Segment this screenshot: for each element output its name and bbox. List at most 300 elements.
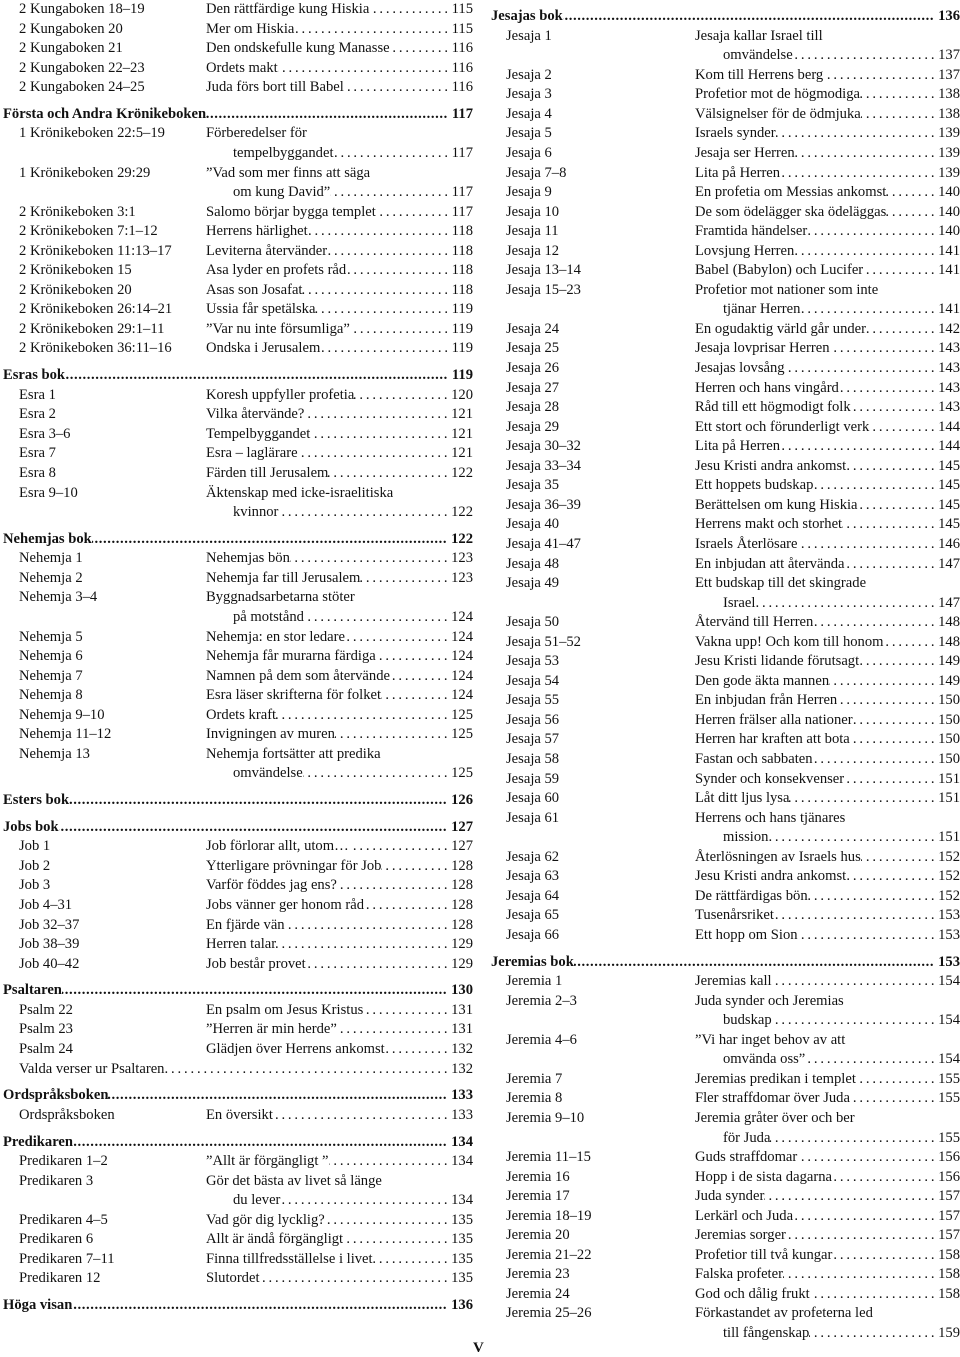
- scripture-reference: Jesaja 30–32: [506, 438, 581, 455]
- entry-line: [206, 59, 473, 79]
- dot-leader: [343, 1230, 447, 1250]
- entry-title: Jobs vänner ger honom råd: [206, 897, 365, 913]
- toc-entry: [491, 379, 960, 399]
- entry-line: [206, 20, 473, 40]
- dot-leader: [273, 1106, 447, 1126]
- dot-leader: [851, 398, 934, 418]
- entry-line: [695, 711, 960, 731]
- page-number: 152: [938, 848, 960, 865]
- entry-line: [723, 1050, 960, 1070]
- entry-title: Lerkärl och Juda: [695, 1207, 794, 1224]
- entry-title: Esra läser skrifterna för folket: [206, 687, 382, 704]
- entry-title: ”Herren är min herde”: [206, 1021, 337, 1038]
- scripture-reference: Esra 9–10: [19, 484, 78, 501]
- entry-title: Jeremia gråter över och ber: [695, 1110, 855, 1126]
- scripture-reference: Job 32–37: [19, 916, 80, 933]
- toc-entry: [3, 857, 473, 877]
- entry-title: Förberedelser för: [206, 125, 307, 142]
- page-number: 119: [451, 320, 473, 337]
- entry-line: [695, 770, 960, 790]
- dot-leader: [772, 972, 935, 992]
- entry-title: Israels Återlösare: [695, 535, 798, 552]
- entry-title: Ussia får spetälska: [206, 301, 316, 318]
- entry-line: [695, 359, 960, 379]
- dot-leader: [278, 503, 447, 523]
- toc-entry: [491, 515, 960, 535]
- entry-line: [206, 164, 473, 184]
- dot-leader: [798, 535, 935, 555]
- section-heading-line: [3, 818, 473, 838]
- toc-entry: [491, 1304, 960, 1343]
- toc-entry: [3, 1250, 473, 1270]
- entry-line: [695, 261, 960, 281]
- page-number: 132: [451, 1041, 473, 1058]
- entry-title: Fler straffdomar över Juda: [695, 1090, 850, 1107]
- scripture-reference: 2 Krönikeboken 36:11–16: [19, 340, 172, 357]
- dot-leader: [290, 549, 447, 569]
- page-number: 120: [451, 386, 473, 403]
- section-heading-title: Jobs bok: [3, 818, 59, 835]
- toc-entry: [491, 1070, 960, 1090]
- page-number: 142: [938, 320, 960, 337]
- entry-line: [695, 1246, 960, 1266]
- entry-line: [695, 730, 960, 750]
- entry-line: [695, 222, 960, 242]
- dot-leader: [805, 1050, 934, 1070]
- entry-title: tjänar Herren: [723, 301, 801, 318]
- dot-leader: [829, 672, 934, 692]
- entry-title: Koresh uppfyller profetia: [206, 386, 355, 403]
- entry-line: [695, 672, 960, 692]
- toc-entry: [491, 339, 960, 359]
- page-number: 133: [451, 1087, 473, 1104]
- entry-line: [695, 613, 960, 633]
- page-number: 126: [451, 792, 473, 809]
- dot-leader: [385, 1040, 447, 1060]
- dot-leader: [72, 1296, 447, 1316]
- entry-title: Ett stort och förunderligt verk: [695, 418, 870, 435]
- toc-entry: [3, 339, 473, 359]
- entry-line: [695, 633, 960, 653]
- entry-line: [206, 320, 473, 340]
- dot-leader: [164, 1060, 447, 1080]
- dot-leader: [780, 164, 934, 184]
- entry-title: Jeremias sorger: [695, 1227, 786, 1244]
- scripture-reference: Jesaja 24: [506, 320, 560, 337]
- dot-leader: [783, 1265, 934, 1285]
- page-number: 125: [451, 726, 473, 743]
- entry-title: Kom till Herrens berg: [695, 66, 824, 83]
- entry-title: Lita på Herren: [695, 438, 781, 455]
- page-number: 152: [938, 887, 960, 904]
- dot-leader: [304, 405, 447, 425]
- page-number: 122: [451, 504, 473, 521]
- dot-leader: [856, 1070, 934, 1090]
- page-number: 136: [938, 8, 960, 25]
- scripture-reference: Jesaja 63: [506, 868, 560, 885]
- dot-leader: [795, 144, 934, 164]
- section-heading-line: [491, 953, 960, 973]
- entry-title: Job består provet: [206, 955, 306, 972]
- scripture-reference: Predikaren 4–5: [19, 1211, 108, 1228]
- page-number: 135: [451, 1250, 473, 1267]
- entry-line: [695, 1285, 960, 1305]
- entry-title: Vilka återvände?: [206, 406, 305, 423]
- entry-line: [723, 1011, 960, 1031]
- entry-title: omvända oss”: [723, 1051, 806, 1068]
- toc-entry: [3, 281, 473, 301]
- toc-entry: [491, 1226, 960, 1246]
- entry-title: Nehemja får murarna färdiga: [206, 648, 376, 665]
- page-number: 140: [938, 223, 960, 240]
- page-number: 129: [451, 955, 473, 972]
- dot-leader: [774, 906, 934, 926]
- toc-entry: [491, 164, 960, 184]
- toc-entry: [3, 916, 473, 936]
- page-number: 125: [451, 706, 473, 723]
- toc-entry: [3, 896, 473, 916]
- toc-entry: [491, 1168, 960, 1188]
- entry-line: [206, 39, 473, 59]
- scripture-reference: Ordspråksboken: [19, 1106, 115, 1123]
- entry-line: [695, 515, 960, 535]
- page-number: 158: [938, 1266, 960, 1283]
- scripture-reference: Jesaja 33–34: [506, 457, 581, 474]
- page-number: 147: [938, 594, 960, 611]
- scripture-reference: Jeremia 9–10: [506, 1110, 585, 1126]
- page-number: 148: [938, 614, 960, 631]
- dot-leader: [304, 608, 447, 628]
- dot-leader: [776, 124, 934, 144]
- entry-line: [695, 789, 960, 809]
- scripture-reference: Jesaja 58: [506, 750, 560, 767]
- entry-title: Esra – laglärare: [206, 445, 298, 462]
- entry-line: [206, 339, 473, 359]
- scripture-reference: Jeremia 18–19: [506, 1207, 592, 1224]
- toc-entry: [491, 848, 960, 868]
- scripture-reference: Jesaja 61: [506, 809, 560, 826]
- entry-line: [206, 896, 473, 916]
- toc-entry: [491, 457, 960, 477]
- toc-entry: [491, 437, 960, 457]
- toc-entry: [3, 39, 473, 59]
- entry-title: Ondska i Jerusalem: [206, 340, 321, 357]
- entry-title: En ogudaktig värld går under: [695, 320, 867, 337]
- entry-title: Ordets makt: [206, 59, 278, 76]
- page-number: 127: [451, 818, 473, 835]
- toc-section-heading: [3, 791, 473, 811]
- toc-entry: [3, 706, 473, 726]
- entry-line: [206, 1172, 473, 1192]
- entry-title: Tempelbyggandet: [206, 425, 311, 442]
- entry-line: [206, 955, 473, 975]
- entry-line: [723, 1129, 960, 1149]
- dot-leader: [306, 955, 447, 975]
- page-number: 155: [938, 1129, 960, 1146]
- entry-title: En inbjudan från Herren: [695, 692, 838, 709]
- entry-line: [695, 144, 960, 164]
- dot-leader: [869, 418, 934, 438]
- entry-title: Gör det bästa av livet så länge: [206, 1172, 382, 1189]
- toc-entry: [491, 867, 960, 887]
- entry-line: [695, 379, 960, 399]
- entry-title: ”Vi har inget behov av att: [695, 1031, 846, 1048]
- scripture-reference: Jesaja 26: [506, 360, 560, 377]
- page-number: 135: [451, 1270, 473, 1287]
- toc-entry: [491, 124, 960, 144]
- page-number: 134: [451, 1133, 473, 1150]
- scripture-reference: Jesaja 11: [506, 223, 559, 240]
- scripture-reference: Jesaja 57: [506, 731, 560, 748]
- toc-entry: [3, 588, 473, 627]
- toc-entry: [491, 85, 960, 105]
- scripture-reference: Jesaja 4: [506, 105, 552, 122]
- scripture-reference: Jesaja 6: [506, 145, 552, 162]
- page-number: 148: [938, 633, 960, 650]
- dot-leader: [294, 20, 447, 40]
- entry-title: Återvänd till Herren: [695, 614, 814, 631]
- scripture-reference: 2 Kungaboken 24–25: [19, 79, 145, 96]
- entry-line: [695, 992, 960, 1012]
- dot-leader: [809, 1324, 934, 1344]
- toc-entry: [491, 809, 960, 848]
- toc-entry: [3, 686, 473, 706]
- toc-entry: [491, 144, 960, 164]
- entry-line: [206, 464, 473, 484]
- scripture-reference: Nehemja 6: [19, 648, 83, 665]
- entry-title: mission: [723, 829, 769, 846]
- scripture-reference: Jeremia 1: [506, 973, 563, 990]
- scripture-reference: Jeremia 8: [506, 1090, 563, 1107]
- page-number: 138: [938, 86, 960, 103]
- dot-leader: [334, 144, 448, 164]
- entry-title: Äktenskap med icke-israelitiska: [206, 484, 394, 501]
- entry-title: omvändelse: [233, 765, 303, 782]
- entry-line: [695, 281, 960, 301]
- dot-leader: [376, 647, 447, 667]
- page-number: 149: [938, 653, 960, 670]
- entry-line: [695, 1187, 960, 1207]
- scripture-reference: Psalm 23: [19, 1021, 73, 1038]
- page-number: 147: [938, 555, 960, 572]
- page-number: 118: [451, 281, 473, 298]
- scripture-reference: Jesaja 62: [506, 848, 560, 865]
- entry-title: Färden till Jerusalem: [206, 464, 329, 481]
- entry-title: Mer om Hiskia: [206, 20, 295, 37]
- scripture-reference: Predikaren 3: [19, 1172, 94, 1189]
- entry-line: [695, 555, 960, 575]
- page-number: 141: [938, 301, 960, 318]
- page-number: 123: [451, 550, 473, 567]
- toc-entry: [3, 745, 473, 784]
- toc-entry: [3, 647, 473, 667]
- entry-line: [695, 652, 960, 672]
- toc-section-heading: [3, 1296, 473, 1316]
- entry-line: [695, 750, 960, 770]
- entry-title: En profetia om Messias ankomst: [695, 184, 887, 201]
- toc-section-heading: [491, 953, 960, 973]
- entry-line: [206, 1001, 473, 1021]
- toc-entry: [491, 1246, 960, 1266]
- dot-leader: [73, 1133, 447, 1153]
- dot-leader: [329, 1152, 448, 1172]
- scripture-reference: Nehemja 5: [19, 628, 83, 645]
- entry-title: till fångenskap: [723, 1325, 810, 1342]
- toc-entry: [3, 425, 473, 445]
- entry-title: Nehemja: en stor ledare: [206, 628, 345, 645]
- dot-leader: [883, 633, 934, 653]
- entry-title: Välsignelser för de ödmjuka: [695, 105, 861, 122]
- page-number: 116: [451, 40, 473, 57]
- page-number: 139: [938, 164, 960, 181]
- dot-leader: [69, 791, 447, 811]
- entry-line: [206, 837, 473, 857]
- entry-line: [206, 569, 473, 589]
- scripture-reference: Jesaja 10: [506, 203, 560, 220]
- dot-leader: [345, 628, 447, 648]
- dot-leader: [863, 261, 934, 281]
- dot-leader: [62, 981, 447, 1001]
- dot-leader: [346, 261, 447, 281]
- entry-line: [233, 1191, 473, 1211]
- toc-entry: [3, 242, 473, 262]
- dot-leader: [807, 222, 934, 242]
- entry-line: [206, 405, 473, 425]
- scripture-reference: 2 Kungaboken 18–19: [19, 1, 145, 17]
- toc-entry: [491, 633, 960, 653]
- entry-line: [695, 85, 960, 105]
- dot-leader: [381, 686, 447, 706]
- scripture-reference: Nehemja 11–12: [19, 726, 112, 743]
- toc-entry: [3, 1172, 473, 1211]
- page-number: 154: [938, 1051, 960, 1068]
- dot-leader: [376, 203, 448, 223]
- scripture-reference: Psalm 22: [19, 1001, 73, 1018]
- dot-leader: [276, 935, 447, 955]
- dot-leader: [800, 300, 934, 320]
- page-number: V: [473, 1340, 484, 1356]
- toc-entry: [491, 1265, 960, 1285]
- page-number: 128: [451, 916, 473, 933]
- scripture-reference: Jeremia 20: [506, 1227, 570, 1244]
- scripture-reference: Nehemja 13: [19, 745, 90, 762]
- toc-entry: [3, 444, 473, 464]
- toc-entry: [3, 386, 473, 406]
- entry-title: Profetior till två kungar: [695, 1246, 833, 1263]
- toc-entry: [491, 418, 960, 438]
- toc-entry: [3, 1211, 473, 1231]
- entry-title: Återlösningen av Israels hus: [695, 848, 861, 865]
- page-number: 157: [938, 1227, 960, 1244]
- entry-line: [206, 242, 473, 262]
- entry-title: Jesaja kallar Israel till: [695, 27, 823, 44]
- dot-leader: [845, 555, 935, 575]
- scripture-reference: Jesaja 3: [506, 86, 552, 103]
- scripture-reference: Jesaja 53: [506, 653, 560, 670]
- page-number: 131: [451, 1021, 473, 1038]
- entry-line: [695, 398, 960, 418]
- toc-entry: [491, 887, 960, 907]
- entry-title: Jesajas lovsång: [695, 360, 785, 377]
- scripture-reference: Job 1: [19, 838, 51, 855]
- toc-entry: [3, 0, 473, 20]
- toc-entry: [491, 789, 960, 809]
- dot-leader: [381, 857, 447, 877]
- entry-title: Förkastandet av profeterna led: [695, 1305, 873, 1322]
- dot-leader: [886, 183, 934, 203]
- scripture-reference: Jesaja 9: [506, 184, 552, 201]
- dot-leader: [789, 789, 934, 809]
- page-number: 130: [451, 982, 473, 999]
- entry-title: Synder och konsekvenser: [695, 770, 845, 787]
- entry-title: Herrens härlighet: [206, 223, 308, 240]
- entry-line: [233, 183, 473, 203]
- entry-title: Israel: [723, 594, 756, 611]
- toc-section-heading: [3, 366, 473, 386]
- entry-line: [206, 628, 473, 648]
- scripture-reference: Jesaja 48: [506, 555, 560, 572]
- scripture-reference: 2 Kungaboken 20: [19, 20, 123, 37]
- toc-section-heading: [3, 1086, 473, 1106]
- toc-entry: [491, 27, 960, 66]
- toc-entry: [491, 972, 960, 992]
- scripture-reference: Predikaren 7–11: [19, 1250, 115, 1267]
- entry-line: [695, 27, 960, 47]
- scripture-reference: Jeremia 11–15: [506, 1149, 591, 1166]
- page-number: 145: [938, 516, 960, 533]
- page-number: 118: [451, 262, 473, 279]
- section-heading-title: Predikaren: [3, 1133, 73, 1150]
- page-number: 116: [451, 79, 473, 96]
- dot-leader: [310, 425, 447, 445]
- dot-leader: [278, 59, 448, 79]
- page-number: 124: [451, 608, 473, 625]
- page-number: 141: [938, 242, 960, 259]
- toc-entry: [491, 926, 960, 946]
- dot-leader: [785, 359, 935, 379]
- entry-line: [695, 574, 960, 594]
- entry-title: Ytterligare prövningar för Job: [206, 857, 382, 874]
- page-number: 128: [451, 897, 473, 913]
- scripture-reference: Jesaja 36–39: [506, 496, 581, 513]
- toc-entry: [3, 405, 473, 425]
- dot-leader: [350, 320, 448, 340]
- entry-title: Jeremias kall: [695, 973, 772, 990]
- toc-entry: [3, 261, 473, 281]
- entry-line: [695, 164, 960, 184]
- toc-entry: [3, 1106, 473, 1126]
- scripture-reference: 1 Krönikeboken 29:29: [19, 164, 151, 181]
- entry-line: [723, 828, 960, 848]
- entry-title: Jesu Kristi lidande förutsagt: [695, 653, 860, 670]
- toc-entry: [491, 66, 960, 86]
- toc-entry: [3, 222, 473, 242]
- scripture-reference: Jesaja 27: [506, 379, 560, 396]
- dot-leader: [325, 1211, 447, 1231]
- entry-line: [695, 1089, 960, 1109]
- scripture-reference: Jesaja 55: [506, 692, 560, 709]
- entry-line: [695, 1031, 960, 1051]
- toc-entry: [491, 1285, 960, 1305]
- dot-leader: [206, 105, 448, 125]
- dot-leader: [810, 1285, 934, 1305]
- section-heading-title: Nehemjas bok: [3, 530, 92, 547]
- dot-leader: [786, 1226, 934, 1246]
- entry-line: [695, 926, 960, 946]
- scripture-reference: Predikaren 1–2: [19, 1153, 108, 1170]
- section-heading-line: [3, 366, 473, 386]
- entry-line: [206, 935, 473, 955]
